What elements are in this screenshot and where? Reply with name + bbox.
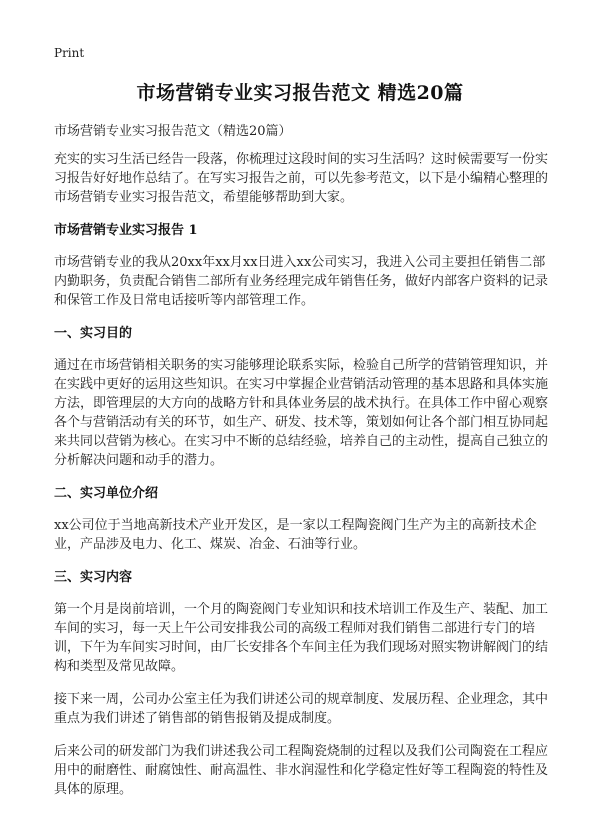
section3-paragraph-1: 第一个月是岗前培训，一个月的陶瓷阀门专业知识和技术培训工作及生产、装配、加工车间的实习，每一天上午公司安排我公司的高级工程师对我们销售二部进行专门的培训，下午为车间实习时间，由厂长安排各个车间主任为我们现场对照实物讲解阀门的结构和类型及常见故障。 bbox=[54, 602, 549, 674]
print-link[interactable]: Print bbox=[54, 46, 85, 60]
section2-paragraph: xx公司位于当地高新技术产业开发区，是一家以工程陶瓷阀门生产为主的高新技术企业，产品涉及电力、化工、煤炭、冶金、石油等行业。 bbox=[54, 518, 537, 552]
section1-heading: 一、实习目的 bbox=[54, 326, 133, 341]
section2-heading: 二、实习单位介绍 bbox=[54, 486, 159, 501]
section3-heading: 三、实习内容 bbox=[54, 570, 133, 585]
report1-heading: 市场营销专业实习报告 1 bbox=[54, 223, 198, 238]
report1-intro-paragraph: 市场营销专业的我从20xx年xx月xx日进入xx公司实习，我进入公司主要担任销售二部内勤职务，负责配合销售二部所有业务经理完成年销售任务，做好内部客户资料的记录和保管工作及日常电话接听等内部管理工作。 bbox=[54, 255, 549, 308]
section3-paragraph-3: 后来公司的研发部门为我们讲述我公司工程陶瓷烧制的过程以及我们公司陶瓷在工程应用中的耐磨性、耐腐蚀性、耐高温性、非水润湿性和化学稳定性好等工程陶瓷的特性及具体的原理。 bbox=[54, 744, 549, 797]
page-title: 市场营销专业实习报告范文 精选20篇 bbox=[136, 82, 464, 104]
document-subtitle: 市场营销专业实习报告范文（精选20篇） bbox=[54, 124, 292, 139]
section1-paragraph: 通过在市场营销相关职务的实习能够理论联系实际，检验自己所学的营销管理知识，并在实践中更好的运用这些知识。在实习中掌握企业营销活动管理的基本思路和具体实施方法，即管理层的大方向的战略方针和具体业务层的战术执行。在具体工作中留心观察各个与营销活动有关的环节，如生产、研发、技术等，策划如何让各个部门相互协同起来共同以营销为核心。在实习中不断的总结经验，培养自己的主动性，提高自己独立的分析解决问题和动手的潜力。 bbox=[54, 358, 549, 468]
document-body bbox=[54, 150, 550, 813]
intro-paragraph: 充实的实习生活已经告一段落，你梳理过这段时间的实习生活吗？这时候需要写一份实习报告好好地作总结了。在写实习报告之前，可以先参考范文，以下是小编精心整理的市场营销专业实习报告范文，希望能够帮助到大家。 bbox=[54, 152, 549, 205]
section3-paragraph-2: 接下来一周，公司办公室主任为我们讲述公司的规章制度、发展历程、企业理念，其中重点为我们讲述了销售部的销售报销及提成制度。 bbox=[54, 692, 549, 726]
